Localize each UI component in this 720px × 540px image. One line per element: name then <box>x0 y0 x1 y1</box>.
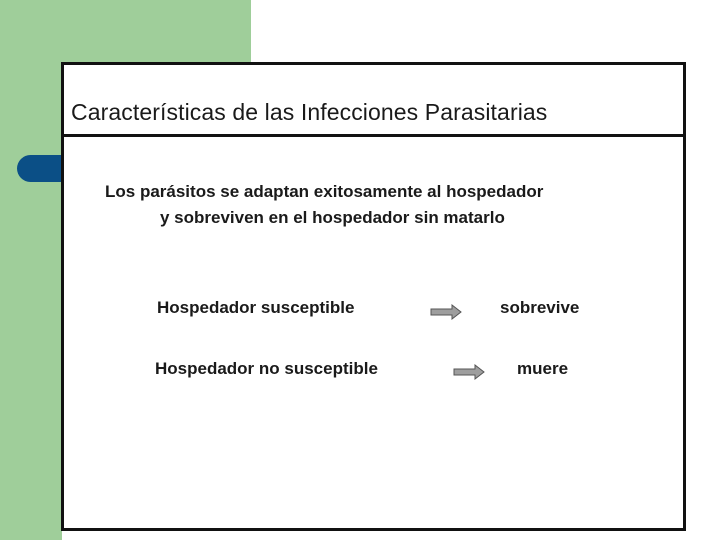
slide-title: Características de las Infecciones Parasitarias <box>71 99 548 125</box>
green-side-bar <box>0 0 62 540</box>
slide-title-bar <box>64 65 683 137</box>
arrow-right-icon <box>430 304 462 320</box>
statement-line-2: y sobreviven en el hospedador sin matarlo <box>160 208 505 227</box>
host-label-not-susceptible: Hospedador no susceptible <box>155 359 378 378</box>
arrow-right-icon <box>453 364 485 380</box>
host-label-susceptible: Hospedador susceptible <box>157 298 355 317</box>
statement-line-1: Los parásitos se adaptan exitosamente al hospedador <box>105 182 544 201</box>
outcome-label-not-susceptible: muere <box>517 359 569 378</box>
slide-content-frame <box>61 62 686 531</box>
outcome-label-susceptible: sobrevive <box>500 298 580 317</box>
